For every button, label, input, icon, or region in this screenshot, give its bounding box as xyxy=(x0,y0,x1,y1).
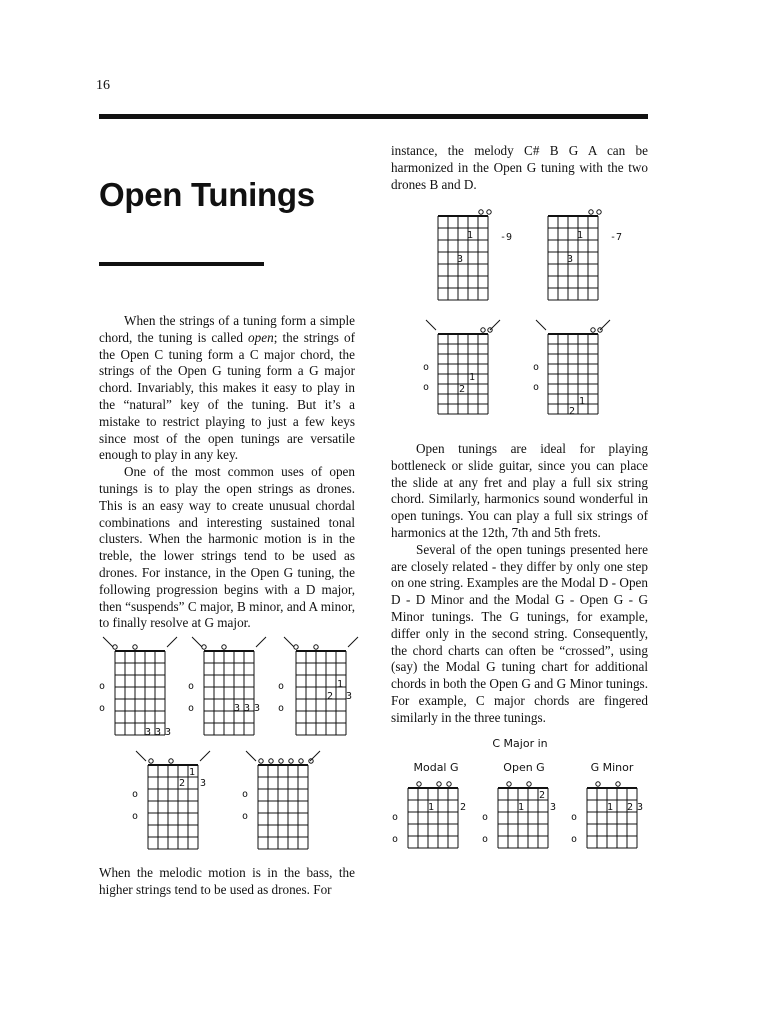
paragraph-text: When the strings of a tuning form a simple chord, the tuning is called xyxy=(99,313,355,345)
finger-number: 3 xyxy=(549,802,557,813)
open-string-marker: o xyxy=(570,834,578,845)
finger-number: 1 xyxy=(606,802,614,813)
melody-label: -7 xyxy=(610,232,623,243)
finger-number: 3 xyxy=(253,703,261,714)
progression-diagram-d-major xyxy=(99,637,177,738)
open-string-marker: o xyxy=(187,681,195,692)
open-string-marker: o xyxy=(98,681,106,692)
finger-number: 3 xyxy=(154,727,162,738)
chapter-title: Open Tunings xyxy=(99,176,315,213)
melody-diagram-2 xyxy=(548,210,622,300)
open-string-marker: o xyxy=(422,362,430,373)
progression-diagram-g-major xyxy=(242,751,320,849)
finger-number: 2 xyxy=(538,790,546,801)
tuning-label-modal-g: Modal G xyxy=(413,761,459,774)
tuning-label-open-g: Open G xyxy=(503,761,545,774)
tuning-label-g-minor: G Minor xyxy=(590,761,634,774)
finger-number: 2 xyxy=(626,802,634,813)
finger-number: 1 xyxy=(188,767,196,778)
emphasis-open: open xyxy=(248,329,274,345)
finger-number: 2 xyxy=(178,778,186,789)
paragraph-text: ; the strings of the Open C tuning form a C major chord, the strings of the Open G tuning form a G major chord. Invariably, this makes it easy to play in the “natural” key of the tuning. But it’s a mistake to restrict playing to just a few keys since most of the open tunings are versatile enough to play in any key. xyxy=(99,329,355,463)
progression-diagram-c-major xyxy=(188,637,266,735)
paragraph-slide: Open tunings are ideal for playing bottleneck or slide guitar, since you can place the slide at any fret and play a full six string chord. Similarly, harmonics sound wonderful in open tunings. You can play a full six strings of harmonics at the 12th, 7th and 5th frets. xyxy=(391,441,648,540)
finger-number: 3 xyxy=(199,778,207,789)
open-string-marker: o xyxy=(131,811,139,822)
paragraph-related-tunings: Several of the open tunings presented here are closely related - they differ by only one step on one string. Examples are the Modal D - Open D - D Minor and the Modal G - Open G - G Minor tunings. The G tunings, for example, differ only in the second string. Consequently, the chord charts can often be “crossed”, using (say) the Modal G tuning chart for additional chords in both the Open G and G Minor tunings. For example, C major chords are fingered similarly in the three tunings. xyxy=(391,541,648,725)
finger-number: 3 xyxy=(456,254,464,265)
paragraph-melody: instance, the melody C# B G A can be harmonized in the Open G tuning with the two drones B and D. xyxy=(391,143,648,192)
open-string-marker: o xyxy=(481,812,489,823)
finger-number: 1 xyxy=(517,802,525,813)
paragraph-bass-motion: When the melodic motion is in the bass, the higher strings tend to be used as drones. For xyxy=(99,865,355,897)
progression-diagram-a-minor xyxy=(132,751,210,849)
open-string-marker: o xyxy=(481,834,489,845)
finger-number: 1 xyxy=(427,802,435,813)
finger-number: 3 xyxy=(566,254,574,265)
melody-diagram-1 xyxy=(438,210,512,300)
finger-number: 3 xyxy=(636,802,644,813)
paragraph-drones: One of the most common uses of open tunings is to play the open strings as drones. This is an easy way to create unusual chordal combinations and interesting sustained tonal clusters. When the harmonic motion is in the treble, the lower strings tend to be used as drones. For instance, in the Open G tuning, the following progression begins with a D major, then “suspends” C major, B minor, and A minor, to finally resolve at G major. xyxy=(99,464,355,631)
open-string-marker: o xyxy=(532,382,540,393)
finger-number: 2 xyxy=(458,384,466,395)
open-string-marker: o xyxy=(131,789,139,800)
open-string-marker: o xyxy=(422,382,430,393)
open-string-marker: o xyxy=(391,812,399,823)
open-string-marker: o xyxy=(241,811,249,822)
finger-number: 3 xyxy=(243,703,251,714)
open-string-marker: o xyxy=(570,812,578,823)
finger-number: 2 xyxy=(459,802,467,813)
c-major-g-minor-diagram xyxy=(571,782,643,848)
open-string-marker: o xyxy=(98,703,106,714)
melody-label: -9 xyxy=(500,232,513,243)
open-string-marker: o xyxy=(277,681,285,692)
finger-number: 3 xyxy=(144,727,152,738)
finger-number: 1 xyxy=(336,679,344,690)
open-string-marker: o xyxy=(241,789,249,800)
open-string-marker: o xyxy=(532,362,540,373)
page-number: 16 xyxy=(96,78,110,93)
drone-diagram-2 xyxy=(533,320,610,417)
open-string-marker: o xyxy=(187,703,195,714)
finger-number: 2 xyxy=(326,691,334,702)
finger-number: 1 xyxy=(576,230,584,241)
comparison-title: C Major in xyxy=(492,737,548,750)
finger-number: 3 xyxy=(345,691,353,702)
finger-number: 1 xyxy=(466,230,474,241)
open-string-marker: o xyxy=(277,703,285,714)
finger-number: 2 xyxy=(568,406,576,417)
finger-number: 1 xyxy=(578,396,586,407)
open-string-marker: o xyxy=(391,834,399,845)
finger-number: 3 xyxy=(233,703,241,714)
c-major-open-g-diagram xyxy=(482,782,556,848)
finger-number: 1 xyxy=(468,372,476,383)
drone-diagram-1 xyxy=(423,320,500,414)
finger-number: 3 xyxy=(164,727,172,738)
progression-diagram-b-minor xyxy=(278,637,358,735)
c-major-modal-g-diagram xyxy=(392,782,466,848)
